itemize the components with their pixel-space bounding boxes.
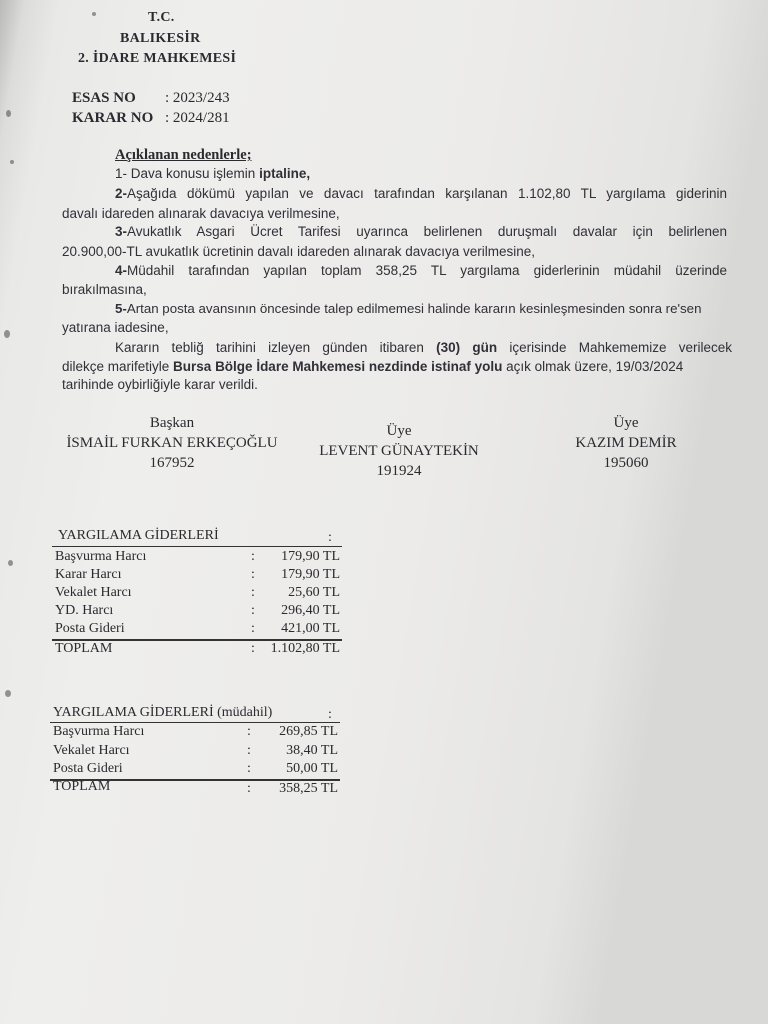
cost-label: Posta Gideri [53,761,123,776]
item-5-line1: 5-Artan posta avansının öncesinde talep edilmemesi halinde kararın kesinleşmesinden sonra re'sen [115,301,702,316]
header-court: 2. İDARE MAHKEMESİ [78,51,237,66]
cost-amount: 25,60 TL [288,585,340,600]
scan-speck [92,12,96,16]
appeal-para-line1: Kararın tebliğ tarihini izleyen günden itibaren (30) gün içerisinde Mahkememize verilecek [115,340,732,355]
esas-value: : 2023/243 [165,90,230,106]
cost-label: Posta Gideri [55,621,125,636]
signature-member-1 [289,421,509,481]
signature-name: İSMAİL FURKAN ERKEÇOĞLU [66,435,278,451]
cost-label: Karar Harcı [55,567,122,582]
cost-amount: 179,90 TL [281,549,340,564]
item-2-line1: 2-Aşağıda dökümü yapılan ve davacı tarafından karşılanan 1.102,80 TL yargılama giderinin [115,186,727,201]
signature-id: 167952 [149,455,195,471]
cost-total-amount: 358,25 TL [279,781,338,796]
cost-amount: 50,00 TL [286,761,338,776]
signature-name: LEVENT GÜNAYTEKİN [319,443,479,459]
cost-sep: : [251,567,255,582]
appeal-para-line3: tarihinde oybirliğiyle karar verildi. [62,377,258,392]
signature-role: Üye [613,415,639,431]
item-4-line1: 4-Müdahil tarafından yapılan toplam 358,25 TL yargılama giderlerinin müdahil üzerinde [115,263,727,278]
cost-sep: : [251,549,255,564]
scan-speck [6,110,11,117]
scan-speck [8,560,13,566]
signature-id: 195060 [603,455,649,471]
cost-total-sep: : [247,781,251,796]
header-tc: T.C. [148,10,175,25]
cost-amount: 38,40 TL [286,743,338,758]
cost-amount: 179,90 TL [281,567,340,582]
costs-title-colon: : [328,530,332,545]
cost-sep: : [247,761,251,776]
item-5-line2: yatırana iadesine, [62,320,169,335]
esas-label: ESAS NO [72,90,136,106]
costs-title: YARGILAMA GİDERLERİ [58,528,219,543]
table-rule [50,722,340,723]
signature-name: KAZIM DEMİR [575,435,677,451]
signature-chair [62,413,282,473]
item-3-line1: 3-Avukatlık Asgari Ücret Tarifesi uyarınca belirlenen duruşmalı davalar için belirlenen [115,224,727,239]
table-rule [52,546,342,547]
cost-amount: 296,40 TL [281,603,340,618]
cost-total-label: TOPLAM [55,641,113,656]
cost-label: Vekalet Harcı [53,743,130,758]
item-2-line2: davalı idareden alınarak davacıya verilmesine, [62,206,340,221]
costs-title: YARGILAMA GİDERLERİ (müdahil) [53,705,273,720]
signature-id: 191924 [376,463,422,479]
cost-label: YD. Harcı [55,603,114,618]
item-3-line2: 20.900,00-TL avukatlık ücretinin davalı idareden alınarak davacıya verilmesine, [62,244,536,259]
cost-label: Başvurma Harcı [53,724,145,739]
cost-sep: : [251,585,255,600]
signature-role: Başkan [149,415,195,431]
signature-role: Üye [386,423,412,439]
cost-total-amount: 1.102,80 TL [270,641,340,656]
karar-value: : 2024/281 [165,110,230,126]
intro-heading: Açıklanan nedenlerle; [115,147,252,163]
item-1: 1- Dava konusu işlemin iptaline, [115,166,311,181]
cost-sep: : [247,724,251,739]
appeal-para-line2: dilekçe marifetiyle Bursa Bölge İdare Mahkemesi nezdinde istinaf yolu açık olmak üzere, 19/03/2024 [62,359,684,374]
cost-label: Başvurma Harcı [55,549,147,564]
cost-sep: : [247,743,251,758]
item-4-line2: bırakılmasına, [62,282,147,297]
scan-speck [10,160,14,164]
scan-speck [5,690,11,697]
cost-total-sep: : [251,641,255,656]
header-city: BALIKESİR [120,31,201,46]
cost-total-label: TOPLAM [53,779,111,794]
cost-sep: : [251,603,255,618]
scan-speck [4,330,10,338]
cost-sep: : [251,621,255,636]
karar-label: KARAR NO [72,110,154,126]
costs-title-colon: : [328,707,332,722]
signature-member-2 [516,413,736,473]
cost-label: Vekalet Harcı [55,585,132,600]
cost-amount: 269,85 TL [279,724,338,739]
cost-amount: 421,00 TL [281,621,340,636]
